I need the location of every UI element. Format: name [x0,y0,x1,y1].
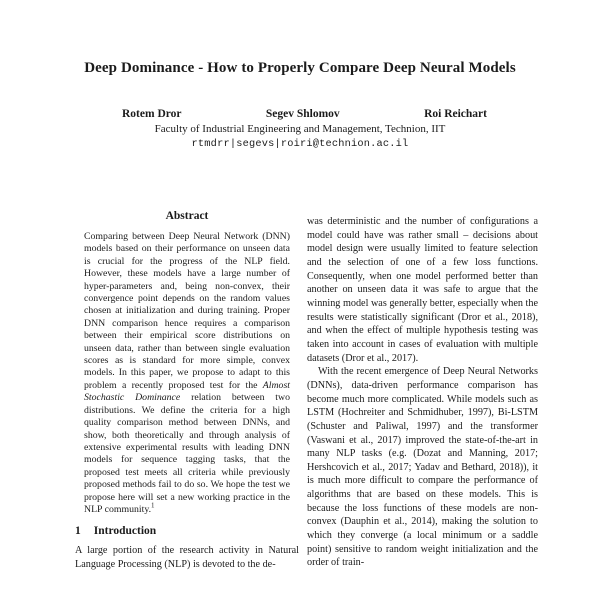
author-name-1: Rotem Dror [122,108,182,120]
abstract-text-pre: Comparing between Deep Neural Network (DNN) models based on their performance on unseen data is crucial for the progress of the NLP field. However, these models have a large number of hyper-parameters and, being non-convex, their convergence point depends on the random values chosen at initialization and during training. Proper DNN comparison hence requires a comparison between their empirical score distributions on unseen data, rather than between single evaluation scores as is standard for more simple, convex models. In this paper, we propose to adapt to this problem a recently proposed test for the [84,231,290,391]
author-name-2: Segev Shlomov [265,108,340,120]
section-title: Introduction [93,525,157,538]
section-number: 1 [75,525,81,538]
section-heading-introduction [75,525,299,537]
right-column-paragraph-1: was deterministic and the number of configurations a model could have was rather small – decisions about model design were usually limited to feature selection and the selection of one of a few loss functions. Consequently, when one model performed better than another on unseen data it was safe to argue that the winning model was generally better, especially when the results were statistically significant (Dror et al., 2018), and when the effect of multiple hypothesis testing was taken into account in cases of evaluation with multiple datasets (Dror et al., 2017). [307,216,538,364]
right-column-paragraph-2: With the recent emergence of Deep Neural Networks (DNNs), data-driven performance comparison has become much more complicated. While models such as LSTM (Hochreiter and Schmidhuber, 1997), Bi-LSTM (Schuster and Paliwal, 1997) and the transformer (Vaswani et al., 2017) improved the state-of-the-art in many NLP tasks (e.g. (Dozat and Manning, 2017; Hershcovich et al., 2017; Yadav and Bethard, 2018)), it is much more difficult to compare the performance of algorithms that are based on these models. This is because the loss functions of these models are non-convex (Dauphin et al., 2014), making the solution to which they converge (a local minimum or a saddle point) sensitive to random weight initialization and the order of train- [307,366,538,569]
right-column [307,215,538,570]
author-row [122,108,487,120]
email-line: rtmdrr|segevs|roiri@technion.ac.il [191,138,409,150]
author-name-3: Roi Reichart [424,108,487,120]
introduction-paragraph: A large portion of the research activity in Natural Language Processing (NLP) is devoted to the de- [75,545,299,570]
footnote-marker: 1 [151,501,155,510]
paper-title: Deep Dominance - How to Properly Compare Deep Neural Models [84,60,516,76]
abstract-text [84,231,290,516]
abstract-italic-phrase: Almost Stochastic Dominance [84,379,290,404]
abstract-text-post: relation between two distributions. We define the criteria for a high quality comparison method between DNNs, and show, both theoretically and through analysis of extensive experimental results with leading DNN models for sequence tagging tasks, that the proposed test meets all criteria while previously proposed methods fail to do so. We hope the test we propose here will set a new working practice in the NLP community. [84,392,290,515]
affiliation-line: Faculty of Industrial Engineering and Management, Technion, IIT [154,123,446,135]
left-column [75,210,299,572]
abstract-heading: Abstract [165,210,209,222]
